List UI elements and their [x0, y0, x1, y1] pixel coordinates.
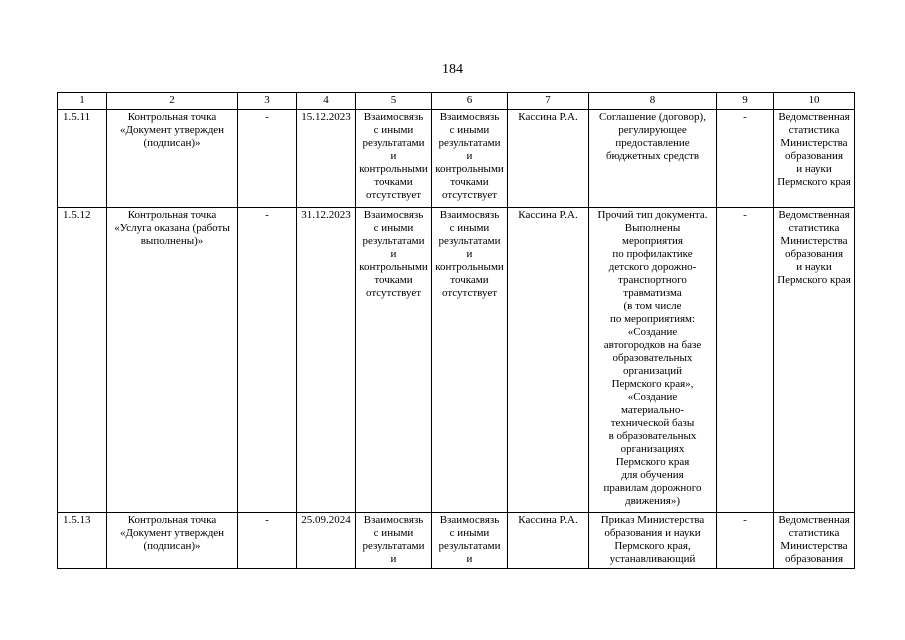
cell-date: 25.09.2024	[297, 513, 356, 569]
cell-source: Ведомственная статистика Министерства образования	[774, 513, 855, 569]
cell-document: Приказ Министерства образования и науки Пермского края, устанавливающий	[589, 513, 717, 569]
cell-responsible: Кассина Р.А.	[508, 110, 589, 208]
row-number: 1.5.11	[58, 110, 107, 208]
control-point-name: Контрольная точка «Документ утвержден (подписан)»	[107, 110, 238, 208]
cell-col3: -	[238, 513, 297, 569]
cell-col5: Взаимосвязь с иными результатами и контрольными точками отсутствует	[356, 110, 432, 208]
cell-responsible: Кассина Р.А.	[508, 208, 589, 513]
cell-col6: Взаимосвязь с иными результатами и контрольными точками отсутствует	[432, 208, 508, 513]
column-header: 4	[297, 93, 356, 110]
cell-date: 15.12.2023	[297, 110, 356, 208]
cell-col6: Взаимосвязь с иными результатами и	[432, 513, 508, 569]
cell-source: Ведомственная статистика Министерства образования и науки Пермского края	[774, 208, 855, 513]
table-row	[58, 110, 855, 208]
row-number: 1.5.12	[58, 208, 107, 513]
cell-col5: Взаимосвязь с иными результатами и контрольными точками отсутствует	[356, 208, 432, 513]
cell-col9: -	[717, 208, 774, 513]
cell-document: Прочий тип документа. Выполнены мероприятия по профилактике детского дорожно- транспортного травматизма (в том числе по мероприятиям: «Создание автогородков на базе образовательных организаций Пермского края», «Создание материально- технической базы в образовательных организациях Пермского края для обучения правилам дорожного движения»)	[589, 208, 717, 513]
row-number: 1.5.13	[58, 513, 107, 569]
control-point-name: Контрольная точка «Услуга оказана (работы выполнены)»	[107, 208, 238, 513]
column-header: 6	[432, 93, 508, 110]
column-header: 10	[774, 93, 855, 110]
cell-source: Ведомственная статистика Министерства образования и науки Пермского края	[774, 110, 855, 208]
page-number: 184	[442, 62, 463, 77]
cell-responsible: Кассина Р.А.	[508, 513, 589, 569]
cell-col6: Взаимосвязь с иными результатами и контрольными точками отсутствует	[432, 110, 508, 208]
table-header-row	[58, 93, 855, 110]
control-points-table	[57, 92, 855, 569]
cell-col5: Взаимосвязь с иными результатами и	[356, 513, 432, 569]
cell-date: 31.12.2023	[297, 208, 356, 513]
cell-col3: -	[238, 110, 297, 208]
cell-col3: -	[238, 208, 297, 513]
column-header: 2	[107, 93, 238, 110]
column-header: 7	[508, 93, 589, 110]
table-row	[58, 513, 855, 569]
column-header: 3	[238, 93, 297, 110]
table-row	[58, 208, 855, 513]
column-header: 5	[356, 93, 432, 110]
control-point-name: Контрольная точка «Документ утвержден (подписан)»	[107, 513, 238, 569]
column-header: 1	[58, 93, 107, 110]
cell-document: Соглашение (договор), регулирующее предоставление бюджетных средств	[589, 110, 717, 208]
cell-col9: -	[717, 110, 774, 208]
cell-col9: -	[717, 513, 774, 569]
column-header: 9	[717, 93, 774, 110]
column-header: 8	[589, 93, 717, 110]
